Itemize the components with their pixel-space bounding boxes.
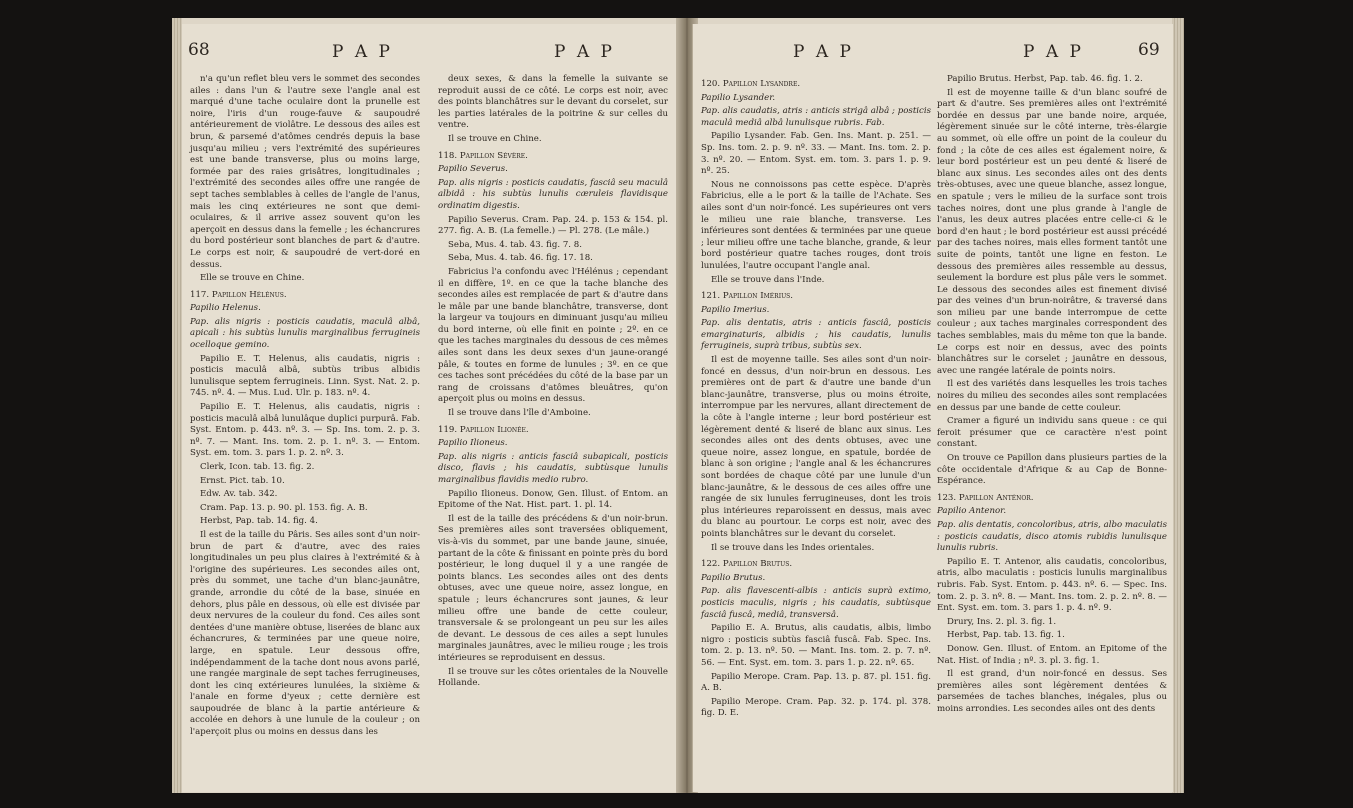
paragraph: Papilio Severus. xyxy=(438,164,508,175)
paragraph: Papilio Merope. Cram. Pap. 32. p. 174. pl. 378. fig. D. E. xyxy=(701,696,931,719)
paragraph: Papilio E. A. Brutus, alis caudatis, albis, limbo nigro : posticis subtùs fasciâ fuscâ. Fab. Spec. Ins. tom. 2. p. 13. nº. 50. — Mant. Ins. tom. 2. p. 7. nº. 56. — Ent. Syst. em. tom. 3. pars 1. p. 22. nº. 65. xyxy=(701,623,931,668)
paragraph: Pap. alis caudatis, atris : anticis strigâ albâ ; posticis maculâ mediâ albâ lunulisque rubris. Fab. xyxy=(701,106,931,128)
paragraph: Edw. Av. tab. 342. xyxy=(200,489,278,500)
paragraph: Fabricius l'a confondu avec l'Hélénus ; cependant il en diffère, 1º. en ce que la tache blanche des secondes ailes est remplacée de part & d'autre dans le mâle par une bande blanchâtre, transverse, dont la largeur va toujours en diminuant jusqu'au milieu du bord interne, où elle finit en pointe ; 2º. en ce que les taches marginales du dessous de ces mêmes ailes sont dans les deux sexes d'un jaune-orangé pâle, & toutes en forme de lunules ; 3º. en ce que ces taches sont précédées du côté de la base par un rang de croissans d'atômes bleuâtres, qu'on aperçoit plus ou moins en dessus. xyxy=(438,266,668,405)
paragraph: Papilio Brutus. xyxy=(701,572,766,583)
text-column-1 xyxy=(190,74,420,741)
paragraph: Papilio Antenor. xyxy=(937,506,1007,517)
paragraph: Papilio Severus. Cram. Pap. 24. p. 153 & 154. pl. 277. fig. A. B. (La femelle.) — Pl. 278. (Le mâle.) xyxy=(438,214,668,237)
paragraph: Pap. alis nigris : posticis caudatis, maculâ albâ, apicali : his subtùs lunulis marginalibus ferrugineis ocelloque gemino. xyxy=(190,316,420,351)
paragraph: Seba, Mus. 4. tab. 43. fig. 7. 8. xyxy=(448,239,582,250)
paragraph: Il se trouve sur les côtes orientales de la Nouvelle Hollande. xyxy=(438,666,668,689)
paragraph: Papilio E. T. Helenus, alis caudatis, nigris : posticis maculâ albâ, subtùs tribus albidis lunulisque septem ferrugineis. Linn. Syst. Nat. 2. p. 745. nº. 4. — Mus. Lud. Ulr. p. 183. nº. 4. xyxy=(190,353,420,399)
page-edges-left xyxy=(172,18,182,793)
paragraph: Il est des variétés dans lesquelles les trois taches noires du milieu des secondes ailes sont remplacées en dessus par une bande de cette couleur. xyxy=(937,379,1167,413)
paragraph: Pap. alis dentatis, concoloribus, atris, albo maculatis : posticis caudatis, disco atomis rubidis lunulisque lunulis rubris. xyxy=(937,519,1167,554)
paragraph: Pap. alis nigris : anticis fasciâ subapicali, posticis disco, flavis ; his caudatis, subtùsque lunulis marginalibus flavidis medio rubro. xyxy=(438,451,668,485)
paragraph: Il est de la taille du Pâris. Ses ailes sont d'un noir-brun de part & d'autre, avec des raies longitudinales un peu plus claires à l'extrémité & à l'origine des supérieures. Les secondes ailes ont, près du sommet, une tache d'un blanc-jaunâtre, grande, arrondie du côté de la base, sinuée en dehors, plus pâle en dessous, où elle est divisée par deux nervures de la couleur du fond. Ces ailes sont dentées d'une manière obtuse, liserées de blanc aux échancrures, & terminées par une queue noire, large, en spatule. Leur dessous offre, indépendamment de la tache dont nous avons parlé, une rangée marginale de sept taches ferrugineuses, dont les cinq extérieures lunulées, la sixième & l'anale en forme d'yeux ; cette dernière est saupoudrée de blanc à la partie antérieure & accolée en dehors à une lunule de la couleur ; on l'aperçoit plus ou moins en dessus dans les xyxy=(190,529,420,738)
page-number: 69 xyxy=(1138,40,1160,60)
paragraph: Papilio Imerius. xyxy=(701,304,770,315)
paragraph: Elle se trouve en Chine. xyxy=(200,273,305,284)
paragraph: 123. Papillon Anténor. xyxy=(937,492,1034,503)
paragraph: Papilio Ilioneus. Donow, Gen. Illust. of Entom. an Epitome of the Nat. Hist. part. 1. pl. 14. xyxy=(438,488,668,511)
paragraph: Il se trouve en Chine. xyxy=(448,133,542,144)
page-number: 68 xyxy=(188,40,210,60)
paragraph: Donow. Gen. Illust. of Entom. an Epitome of the Nat. Hist. of India ; nº. 3. pl. 3. fig. 1. xyxy=(937,643,1167,666)
paragraph: 119. Papillon Ilionée. xyxy=(438,424,529,435)
paragraph: Pap. alis nigris : posticis caudatis, fasciâ seu maculâ albidâ : his subtùs lunulis cæruleis flavidisque ordinatim digestis. xyxy=(438,177,668,211)
paragraph: Cram. Pap. 13. p. 90. pl. 153. fig. A. B. xyxy=(200,502,368,513)
paragraph: Il est de moyenne taille & d'un blanc soufré de part & d'autre. Ses premières ailes ont l'extrémité bordée en dessus par une bande noire, arquée, légèrement sinuée sur le côté interne, très-élargie au sommet, où elle offre un point de la couleur du fond ; la côte de ces ailes est également noire, & leur bord postérieur est un peu denté & liseré de blanc aux sinus. Les secondes ailes ont des dents très-obtuses, avec une queue blanche, assez longue, en spatule ; vers le milieu de la surface sont trois taches noires, dont une plus grande à l'angle de l'anus, les deux autres placées entre celle-ci & le bord d'en haut ; le bord postérieur est aussi précédé par des taches noires, mais elles forment tantôt une suite de points, tantôt une ligne en feston. Le dessous des premières ailes ressemble au dessus, seulement la bordure est plus pâle vers le sommet. Le dessous des secondes ailes est finement divisé par des veines d'un brun-noirâtre, & traversé dans son milieu par une bande interrompue de cette couleur ; aux taches marginales correspondent des taches semblables, mais du même ton que la bande. Le corps est noir en dessus, avec des points blanchâtres sur le corselet ; jaunâtre en dessous, avec une rangée latérale de points noirs. xyxy=(937,87,1167,376)
paragraph: Papilio Helenus. xyxy=(190,303,261,314)
running-head: P A P xyxy=(793,42,854,62)
paragraph: Papilio Lysander. xyxy=(701,92,776,103)
paragraph: n'a qu'un reflet bleu vers le sommet des secondes ailes : dans l'un & l'autre sexe l'angle anal est marqué d'une tache oculaire dont la prunelle est noire, l'iris d'un rouge-fauve & saupoudré antérieurement de violâtre. Le dessous des ailes est brun, & parsemé d'atômes cendrés depuis la base jusqu'au milieu ; vers l'extrémité des supérieures est une bande transverse, plus ou moins large, formée par des raies grisâtres, longitudinales ; l'extrémité des secondes ailes offre une rangée de sept taches semblables à celles de l'angle de l'anus, mais les cinq extérieures ne sont que demi-oculaires, & il arrive assez souvent qu'on les aperçoit en dessus dans la femelle ; les échancrures du bord postérieur sont blanches de part & d'autre. Le corps est noir, & saupoudré de vert-doré en dessus. xyxy=(190,74,420,270)
paragraph: Pap. alis dentatis, atris : anticis fasciâ, posticis emarginaturis, albidis ; his caudatis, lunulis ferrugineis, suprà tribus, subtùs sex. xyxy=(701,318,931,352)
paragraph: Il est de la taille des précédens & d'un noir-brun. Ses premières ailes sont traversées obliquement, vis-à-vis du sommet, par une bande jaune, sinuée, partant de la côte & finissant en pointe près du bord postérieur, le long duquel il y a une rangée de points blancs. Les secondes ailes ont des dents obtuses, avec une queue noire, assez longue, en spatule ; leurs échancrures sont jaunes, & leur milieu offre une bande de cette couleur, transversale & se prolongeant un peu sur les ailes de devant. Le dessous de ces ailes a sept lunules marginales jaunâtres, avec le milieu rouge ; les trois intérieures se reproduisent en dessus. xyxy=(438,513,668,663)
paragraph: Cramer a figuré un individu sans queue : ce qui feroit présumer que ce caractère n'est point constant. xyxy=(937,416,1167,450)
text-column-2 xyxy=(438,74,668,692)
paragraph: Nous ne connoissons pas cette espèce. D'après Fabricius, elle a le port & la taille de l'Achate. Ses ailes sont d'un noir-foncé. Les supérieures ont vers le milieu une raie blanche, transverse. Les inférieures sont dentées & terminées par une queue ; leur milieu offre une tache blanche, grande, & leur bord postérieur quatre taches rouges, dont trois lunulées, l'autre occupant l'angle anal. xyxy=(701,179,931,271)
paragraph: Herbst, Pap. tab. 13. fig. 1. xyxy=(947,630,1065,641)
paragraph: On trouve ce Papillon dans plusieurs parties de la côte occidentale d'Afrique & au Cap de Bonne-Espérance. xyxy=(937,453,1167,487)
paragraph: Il se trouve dans l'île d'Amboine. xyxy=(448,408,591,419)
text-column-1 xyxy=(701,74,931,722)
paragraph: Papilio Merope. Cram. Pap. 13. p. 87. pl. 151. fig. A. B. xyxy=(701,671,931,694)
paragraph: Clerk, Icon. tab. 13. fig. 2. xyxy=(200,462,315,472)
paragraph: Papilio E. T. Helenus, alis caudatis, nigris : posticis maculâ albâ lunulâque duplici purpurâ. Fab. Syst. Entom. p. 443. nº. 3. — Sp. Ins. tom. 2. p. 3. nº. 7. — Mant. Ins. tom. 2. p. 1. nº. 3. — Entom. Syst. em. tom. 3. pars 1. p. 2. nº. 3. xyxy=(190,402,420,459)
running-head: P A P xyxy=(554,42,615,62)
paragraph: Herbst, Pap. tab. 14. fig. 4. xyxy=(200,516,318,527)
paragraph: Papilio Brutus. Herbst, Pap. tab. 46. fig. 1. 2. xyxy=(947,74,1143,84)
paragraph: 121. Papillon Imérius. xyxy=(701,291,793,302)
paragraph: deux sexes, & dans la femelle la suivante se reproduit aussi de ce côté. Le corps est noir, avec des points blanchâtres sur le devant du corselet, sur les parties latérales de la poitrine & sur celles du ventre. xyxy=(438,74,668,131)
running-head: P A P xyxy=(1023,42,1084,62)
paragraph: 118. Papillon Sévère. xyxy=(438,150,528,161)
paragraph: Papilio Ilioneus. xyxy=(438,438,508,449)
paragraph: Ernst. Pict. tab. 10. xyxy=(200,475,285,486)
paragraph: Seba, Mus. 4. tab. 46. fig. 17. 18. xyxy=(448,253,593,264)
paragraph: Elle se trouve dans l'Inde. xyxy=(711,274,825,285)
paragraph: 120. Papillon Lysandre. xyxy=(701,79,801,89)
paragraph: Il est grand, d'un noir-foncé en dessus. Ses premières ailes sont légèrement dentées & parsemées de taches blanches, inégales, plus ou moins arrondies. Les secondes ailes ont des dents xyxy=(937,669,1167,714)
left-page xyxy=(182,24,681,792)
paragraph: Papilio E. T. Antenor, alis caudatis, concoloribus, atris, albo maculatis : posticis lunulis marginalibus rubris. Fab. Syst. Entom. p. 443. nº. 6. — Spec. Ins. tom. 2. p. 3. nº. 8. — Mant. Ins. tom. 2. p. 2. nº. 8. — Ent. Syst. em. tom. 3. pars 1. p. 4. nº. 9. xyxy=(937,556,1167,614)
paragraph: Papilio Lysander. Fab. Gen. Ins. Mant. p. 251. — Sp. Ins. tom. 2. p. 9. nº. 33. — Mant. Ins. tom. 2. p. 3. nº. 20. — Entom. Syst. em. tom. 3. pars 1. p. 9. nº. 25. xyxy=(701,131,931,177)
right-page xyxy=(692,24,1173,792)
running-head: P A P xyxy=(332,42,393,62)
paragraph: Il est de moyenne taille. Ses ailes sont d'un noir-foncé en dessus, d'un noir-brun en dessous. Les premières ont de part & d'autre une bande d'un blanc-jaunâtre, transverse, plus ou moins étroite, interrompue par les nervures, allant directement de la côte à l'angle interne ; leur bord postérieur est légèrement denté & liseré de blanc aux sinus. Les secondes ailes ont des dents obtuses, avec une queue noire, assez longue, en spatule, bordée de blanc à son origine ; l'angle anal & les échancrures sont bordées de chaque côté par une lunule d'un blanc-jaunâtre, & le dessous de ces ailes offre une rangée de six lunules ferrugineuses, dont les trois plus intérieures reparoissent en dessus, mais avec du blanc au pourtour. Le corps est noir, avec des points blanchâtres sur le devant du corselet. xyxy=(701,355,931,539)
paragraph: Pap. alis flavescenti-albis : anticis suprà extimo, posticis maculis, nigris ; his caudatis, subtùsque fasciâ fuscâ, mediâ, transversâ. xyxy=(701,586,931,620)
paragraph: 117. Papillon Hélénus. xyxy=(190,289,287,300)
paragraph: 122. Papillon Brutus. xyxy=(701,559,793,570)
paragraph: Il se trouve dans les Indes orientales. xyxy=(711,542,875,553)
page-edges-right xyxy=(1172,18,1184,793)
paragraph: Drury, Ins. 2. pl. 3. fig. 1. xyxy=(947,616,1057,627)
text-column-2 xyxy=(937,74,1167,717)
